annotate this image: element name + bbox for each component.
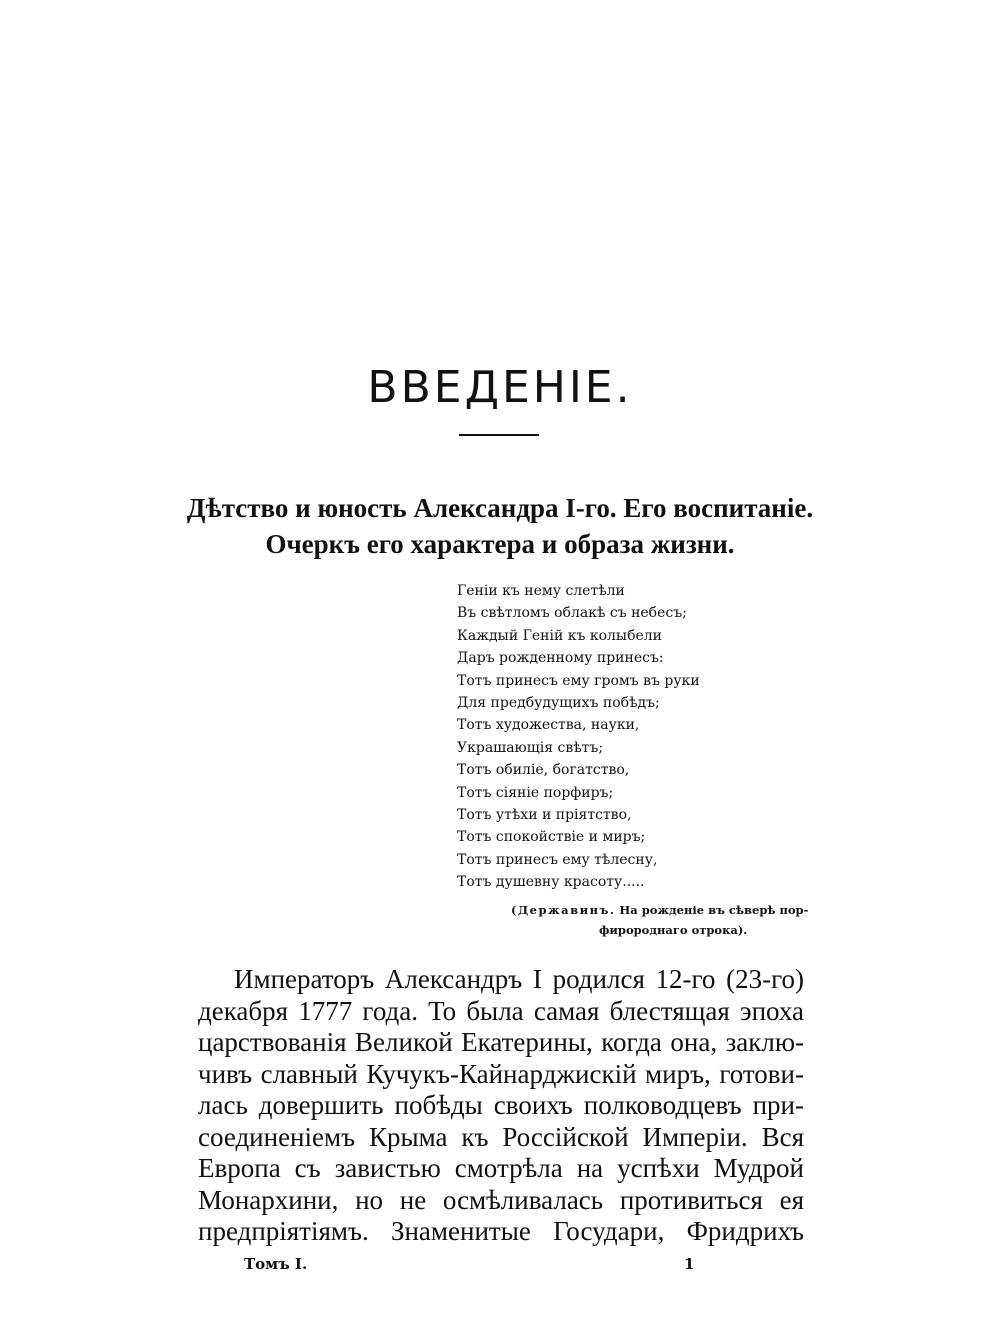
poem-line: Каждый Геній къ колыбели: [457, 627, 663, 644]
chapter-title: ВВЕДЕНІЕ.: [367, 362, 633, 413]
poem-line: Тотъ душевну красоту.....: [457, 874, 645, 891]
epigraph-attribution: [511, 900, 811, 940]
poem-line: Для предбудущихъ побѣдъ;: [457, 695, 660, 712]
attribution-source-cont: фиророднаго отрока).: [599, 923, 748, 937]
body-line: соединеніемъ Крыма къ Россійской Имперіи. Вся: [198, 1121, 804, 1152]
body-paragraph: [198, 964, 804, 1248]
chapter-subtitle: [150, 490, 850, 562]
poem-line: Тотъ сіяніе порфиръ;: [457, 784, 614, 801]
poem-line: Въ свѣтломъ облакѣ съ небесъ;: [457, 605, 687, 622]
poem-line: Тотъ художества, науки,: [457, 717, 640, 734]
epigraph-poem: [457, 580, 817, 894]
poem-line: Тотъ спокойствіе и миръ;: [457, 829, 646, 846]
poem-line: Украшающія свѣтъ;: [457, 739, 604, 756]
body-line: декабря 1777 года. То была самая блестящая эпоха: [198, 995, 804, 1026]
poem-line: Геніи къ нему слетѣли: [457, 583, 625, 599]
body-line: царствованія Великой Екатерины, когда она, заклю-: [198, 1027, 804, 1057]
title-divider: [459, 434, 539, 436]
poem-line: Тотъ обиліе, богатство,: [457, 762, 630, 779]
attribution-author: (Державинъ.: [511, 903, 616, 917]
poem-line: Даръ рожденному принесъ:: [457, 650, 664, 667]
body-line: предпріятіямъ. Знаменитые Государи, Фридрихъ: [198, 1216, 804, 1246]
page-number: 1: [684, 1255, 695, 1273]
subtitle-line: Очеркъ его характера и образа жизни.: [265, 529, 735, 559]
attribution-source: На рожденіе въ сѣверѣ пор-: [619, 903, 809, 917]
body-line: Императоръ Александръ I родился 12-го (23-го): [234, 964, 804, 994]
body-line: Европа съ завистью смотрѣла на успѣхи Мудрой: [198, 1153, 804, 1183]
volume-label: Томъ I.: [244, 1255, 308, 1273]
body-line: Монархини, но не осмѣливалась противиться ея: [198, 1184, 804, 1215]
poem-line: Тотъ утѣхи и пріятство,: [457, 807, 632, 824]
body-line: чивъ славный Кучукъ-Кайнарджискій миръ, готови-: [198, 1058, 804, 1089]
body-line: лась довершить побѣды своихъ полководцевъ при-: [198, 1090, 804, 1120]
poem-line: Тотъ принесъ ему громъ въ руки: [457, 672, 700, 689]
subtitle-line: Дѣтство и юность Александра I-го. Его воспитаніе.: [186, 493, 814, 523]
poem-line: Тотъ принесъ ему тѣлесну,: [457, 851, 658, 868]
